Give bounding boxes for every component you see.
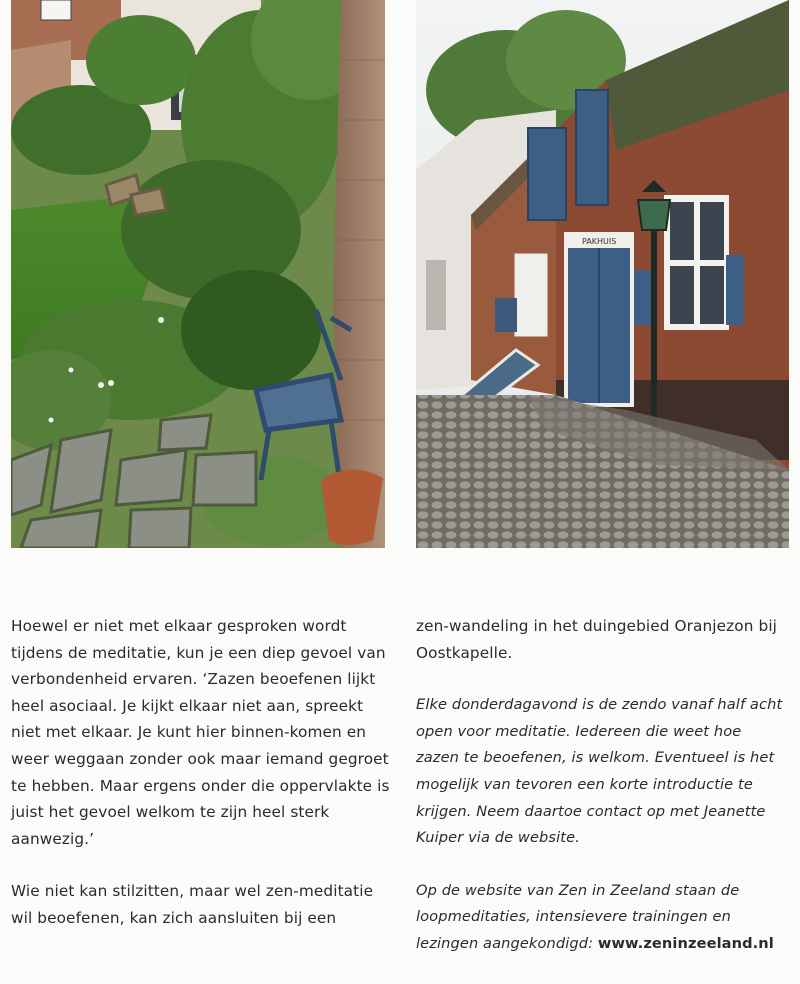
street-photo <box>416 0 789 548</box>
paragraph-meditation: Hoewel er niet met elkaar gesproken wordt tijdens de meditatie, kun je een diep gevoel van verbondenheid ervaren. ‘Zazen beoefenen lijkt heel asociaal. Je kijkt elkaar niet aan, spreekt niet met elkaar. Je kunt hier binnen-komen en weer weggaan zonder ook maar iemand gegroet te hebben. Maar ergens onder die oppervlakte is juist het gevoel welkom te zijn heel sterk aanwezig.’ <box>11 617 390 848</box>
facade-label: PAKHUIS <box>582 237 617 246</box>
website-link[interactable]: www.zeninzeeland.nl <box>597 934 774 952</box>
text-column-left <box>11 613 396 932</box>
paragraph-walking-location: zen-wandeling in het duingebied Oranjezon bij Oostkapelle. <box>416 617 778 662</box>
garden-photo <box>11 0 385 548</box>
paragraph-walking-intro: Wie niet kan stilzitten, maar wel zen-meditatie wil beoefenen, kan zich aansluiten bij een <box>11 882 374 927</box>
paragraph-website-info <box>416 878 788 958</box>
website-info-text: Op de website van Zen in Zeeland staan de loopmeditaties, intensievere trainingen en lezingen aangekondigd: <box>416 881 740 952</box>
paragraph-schedule: Elke donderdagavond is de zendo vanaf half acht open voor meditatie. Iedereen die weet hoe zazen te beoefenen, is welkom. Eventueel is het mogelijk van tevoren een korte introductie te krijgen. Neem daartoe contact op met Jeanette Kuiper via de website. <box>416 696 783 847</box>
text-column-right <box>416 613 788 958</box>
